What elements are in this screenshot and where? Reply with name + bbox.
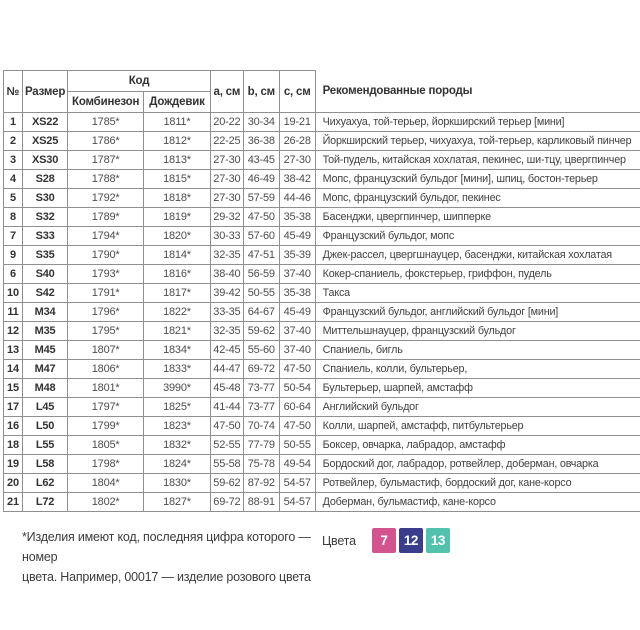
- table-row: [4, 151, 640, 170]
- table-row: [4, 170, 640, 189]
- size-cell: XS25: [22, 132, 67, 151]
- measure-a-cell: 32-35: [210, 322, 243, 341]
- row-number-cell: 7: [4, 227, 23, 246]
- raincoat-code-cell: 1817*: [144, 284, 211, 303]
- raincoat-code-cell: 1819*: [144, 208, 211, 227]
- row-number-cell: 4: [4, 170, 23, 189]
- table-row: [4, 113, 640, 132]
- row-number-cell: 15: [4, 379, 23, 398]
- breeds-cell: Миттельшнауцер, французский бульдог: [315, 322, 640, 341]
- row-number-cell: 16: [4, 417, 23, 436]
- jumpsuit-code-cell: 1795*: [68, 322, 144, 341]
- measure-c-cell: 44-46: [279, 189, 315, 208]
- measure-a-cell: 27-30: [210, 170, 243, 189]
- jumpsuit-code-cell: 1790*: [68, 246, 144, 265]
- row-number-cell: 2: [4, 132, 23, 151]
- measure-a-cell: 44-47: [210, 360, 243, 379]
- measure-c-cell: 45-49: [279, 227, 315, 246]
- raincoat-code-cell: 1823*: [144, 417, 211, 436]
- row-number-cell: 13: [4, 341, 23, 360]
- row-number-cell: 6: [4, 265, 23, 284]
- table-row: [4, 341, 640, 360]
- measure-b-cell: 69-72: [243, 360, 279, 379]
- measure-a-cell: 39-42: [210, 284, 243, 303]
- measure-c-cell: 35-38: [279, 208, 315, 227]
- color-swatch-12: 12: [399, 528, 423, 553]
- measure-b-cell: 73-77: [243, 398, 279, 417]
- size-table: [3, 70, 640, 512]
- table-row: [4, 265, 640, 284]
- table-row: [4, 398, 640, 417]
- measure-c-cell: 47-50: [279, 417, 315, 436]
- raincoat-code-cell: 3990*: [144, 379, 211, 398]
- row-number-cell: 11: [4, 303, 23, 322]
- measure-c-cell: 27-30: [279, 151, 315, 170]
- size-cell: M48: [22, 379, 67, 398]
- measure-b-cell: 87-92: [243, 474, 279, 493]
- colors-legend: [322, 528, 453, 553]
- raincoat-code-cell: 1834*: [144, 341, 211, 360]
- table-row: [4, 246, 640, 265]
- row-number-cell: 17: [4, 398, 23, 417]
- raincoat-code-cell: 1820*: [144, 227, 211, 246]
- measure-a-cell: 22-25: [210, 132, 243, 151]
- measure-a-cell: 38-40: [210, 265, 243, 284]
- row-number-cell: 3: [4, 151, 23, 170]
- size-cell: L62: [22, 474, 67, 493]
- jumpsuit-code-cell: 1785*: [68, 113, 144, 132]
- row-number-cell: 10: [4, 284, 23, 303]
- jumpsuit-code-cell: 1791*: [68, 284, 144, 303]
- breeds-cell: Спаниель, колли, бультерьер,: [315, 360, 640, 379]
- table-row: [4, 189, 640, 208]
- breeds-cell: Мопс, французский бульдог [мини], шпиц, бостон-терьер: [315, 170, 640, 189]
- size-cell: M34: [22, 303, 67, 322]
- measure-b-cell: 30-34: [243, 113, 279, 132]
- jumpsuit-code-cell: 1807*: [68, 341, 144, 360]
- jumpsuit-code-cell: 1793*: [68, 265, 144, 284]
- measure-c-cell: 37-40: [279, 322, 315, 341]
- breeds-cell: Доберман, бульмастиф, кане-корсо: [315, 493, 640, 512]
- measure-a-cell: 20-22: [210, 113, 243, 132]
- size-cell: XS22: [22, 113, 67, 132]
- jumpsuit-code-cell: 1798*: [68, 455, 144, 474]
- row-number-cell: 14: [4, 360, 23, 379]
- header-breeds: Рекомендованные породы: [315, 71, 640, 113]
- size-cell: L45: [22, 398, 67, 417]
- measure-b-cell: 56-59: [243, 265, 279, 284]
- size-cell: S30: [22, 189, 67, 208]
- jumpsuit-code-cell: 1787*: [68, 151, 144, 170]
- size-cell: S40: [22, 265, 67, 284]
- measure-b-cell: 75-78: [243, 455, 279, 474]
- breeds-cell: Бультерьер, шарпей, амстафф: [315, 379, 640, 398]
- measure-a-cell: 45-48: [210, 379, 243, 398]
- size-table-body: [4, 113, 640, 512]
- size-cell: XS30: [22, 151, 67, 170]
- color-swatch-7: 7: [372, 528, 396, 553]
- raincoat-code-cell: 1825*: [144, 398, 211, 417]
- raincoat-code-cell: 1816*: [144, 265, 211, 284]
- raincoat-code-cell: 1811*: [144, 113, 211, 132]
- table-row: [4, 132, 640, 151]
- breeds-cell: Такса: [315, 284, 640, 303]
- raincoat-code-cell: 1830*: [144, 474, 211, 493]
- size-cell: S28: [22, 170, 67, 189]
- jumpsuit-code-cell: 1805*: [68, 436, 144, 455]
- measure-c-cell: 37-40: [279, 341, 315, 360]
- measure-a-cell: 42-45: [210, 341, 243, 360]
- measure-b-cell: 70-74: [243, 417, 279, 436]
- measure-c-cell: 35-38: [279, 284, 315, 303]
- header-number: №: [4, 71, 23, 113]
- row-number-cell: 21: [4, 493, 23, 512]
- breeds-cell: Колли, шарпей, амстафф, питбультерьер: [315, 417, 640, 436]
- header-code-group: Код: [68, 71, 211, 92]
- measure-a-cell: 29-32: [210, 208, 243, 227]
- table-row: [4, 474, 640, 493]
- footnote-line-2: цвета. Например, 00017 — изделие розового цвета: [22, 570, 311, 584]
- measure-c-cell: 26-28: [279, 132, 315, 151]
- breeds-cell: Кокер-спаниель, фокстерьер, гриффон, пудель: [315, 265, 640, 284]
- size-cell: M45: [22, 341, 67, 360]
- raincoat-code-cell: 1813*: [144, 151, 211, 170]
- measure-c-cell: 47-50: [279, 360, 315, 379]
- row-number-cell: 19: [4, 455, 23, 474]
- row-number-cell: 12: [4, 322, 23, 341]
- size-cell: M35: [22, 322, 67, 341]
- breeds-cell: Английский бульдог: [315, 398, 640, 417]
- jumpsuit-code-cell: 1794*: [68, 227, 144, 246]
- raincoat-code-cell: 1824*: [144, 455, 211, 474]
- raincoat-code-cell: 1833*: [144, 360, 211, 379]
- raincoat-code-cell: 1815*: [144, 170, 211, 189]
- row-number-cell: 1: [4, 113, 23, 132]
- size-table-header: [4, 71, 640, 113]
- measure-a-cell: 30-33: [210, 227, 243, 246]
- measure-b-cell: 47-50: [243, 208, 279, 227]
- size-cell: L58: [22, 455, 67, 474]
- breeds-cell: Йоркширский терьер, чихуахуа, той-терьер, карликовый пинчер: [315, 132, 640, 151]
- jumpsuit-code-cell: 1796*: [68, 303, 144, 322]
- measure-b-cell: 88-91: [243, 493, 279, 512]
- measure-a-cell: 69-72: [210, 493, 243, 512]
- size-cell: S33: [22, 227, 67, 246]
- measure-b-cell: 59-62: [243, 322, 279, 341]
- jumpsuit-code-cell: 1806*: [68, 360, 144, 379]
- breeds-cell: Джек-рассел, цвергшнауцер, басенджи, китайская хохлатая: [315, 246, 640, 265]
- jumpsuit-code-cell: 1786*: [68, 132, 144, 151]
- jumpsuit-code-cell: 1797*: [68, 398, 144, 417]
- raincoat-code-cell: 1818*: [144, 189, 211, 208]
- row-number-cell: 9: [4, 246, 23, 265]
- measure-b-cell: 57-60: [243, 227, 279, 246]
- raincoat-code-cell: 1832*: [144, 436, 211, 455]
- measure-b-cell: 57-59: [243, 189, 279, 208]
- header-jumpsuit: Комбинезон: [68, 92, 144, 113]
- table-row: [4, 227, 640, 246]
- breeds-cell: Французский бульдог, мопс: [315, 227, 640, 246]
- measure-a-cell: 55-58: [210, 455, 243, 474]
- measure-b-cell: 36-38: [243, 132, 279, 151]
- table-row: [4, 208, 640, 227]
- measure-c-cell: 35-39: [279, 246, 315, 265]
- raincoat-code-cell: 1814*: [144, 246, 211, 265]
- raincoat-code-cell: 1821*: [144, 322, 211, 341]
- measure-c-cell: 49-54: [279, 455, 315, 474]
- jumpsuit-code-cell: 1789*: [68, 208, 144, 227]
- measure-b-cell: 73-77: [243, 379, 279, 398]
- breeds-cell: Той-пудель, китайская хохлатая, пекинес, ши-тцу, цвергпинчер: [315, 151, 640, 170]
- table-row: [4, 284, 640, 303]
- measure-a-cell: 47-50: [210, 417, 243, 436]
- measure-a-cell: 27-30: [210, 151, 243, 170]
- measure-c-cell: 50-54: [279, 379, 315, 398]
- breeds-cell: Ротвейлер, бульмастиф, бордоский дог, кане-корсо: [315, 474, 640, 493]
- table-row: [4, 303, 640, 322]
- color-swatch-13: 13: [426, 528, 450, 553]
- row-number-cell: 8: [4, 208, 23, 227]
- measure-a-cell: 59-62: [210, 474, 243, 493]
- table-row: [4, 417, 640, 436]
- measure-c-cell: 60-64: [279, 398, 315, 417]
- breeds-cell: Французский бульдог, английский бульдог [мини]: [315, 303, 640, 322]
- size-cell: L55: [22, 436, 67, 455]
- measure-a-cell: 33-35: [210, 303, 243, 322]
- breeds-cell: Спаниель, бигль: [315, 341, 640, 360]
- measure-a-cell: 41-44: [210, 398, 243, 417]
- measure-a-cell: 27-30: [210, 189, 243, 208]
- size-cell: L72: [22, 493, 67, 512]
- colors-legend-label: Цвета: [322, 533, 356, 548]
- measure-c-cell: 54-57: [279, 493, 315, 512]
- color-swatches: [372, 528, 453, 553]
- header-b: b, см: [243, 71, 279, 113]
- table-row: [4, 322, 640, 341]
- breeds-cell: Чихуахуа, той-терьер, йоркширский терьер [мини]: [315, 113, 640, 132]
- jumpsuit-code-cell: 1788*: [68, 170, 144, 189]
- measure-b-cell: 50-55: [243, 284, 279, 303]
- breeds-cell: Боксер, овчарка, лабрадор, амстафф: [315, 436, 640, 455]
- measure-c-cell: 19-21: [279, 113, 315, 132]
- size-cell: S42: [22, 284, 67, 303]
- table-row: [4, 436, 640, 455]
- size-cell: S32: [22, 208, 67, 227]
- size-cell: S35: [22, 246, 67, 265]
- measure-b-cell: 46-49: [243, 170, 279, 189]
- measure-c-cell: 38-42: [279, 170, 315, 189]
- table-row: [4, 360, 640, 379]
- breeds-cell: Мопс, французский бульдог, пекинес: [315, 189, 640, 208]
- jumpsuit-code-cell: 1801*: [68, 379, 144, 398]
- jumpsuit-code-cell: 1804*: [68, 474, 144, 493]
- raincoat-code-cell: 1812*: [144, 132, 211, 151]
- measure-b-cell: 55-60: [243, 341, 279, 360]
- measure-c-cell: 50-55: [279, 436, 315, 455]
- measure-a-cell: 32-35: [210, 246, 243, 265]
- header-size: Размер: [22, 71, 67, 113]
- footnote: [22, 527, 332, 587]
- raincoat-code-cell: 1827*: [144, 493, 211, 512]
- table-row: [4, 455, 640, 474]
- measure-b-cell: 47-51: [243, 246, 279, 265]
- breeds-cell: Басенджи, цвергпинчер, шипперке: [315, 208, 640, 227]
- row-number-cell: 18: [4, 436, 23, 455]
- header-raincoat: Дождевик: [144, 92, 211, 113]
- jumpsuit-code-cell: 1792*: [68, 189, 144, 208]
- row-number-cell: 5: [4, 189, 23, 208]
- size-cell: M47: [22, 360, 67, 379]
- breeds-cell: Бордоский дог, лабрадор, ротвейлер, доберман, овчарка: [315, 455, 640, 474]
- measure-c-cell: 45-49: [279, 303, 315, 322]
- row-number-cell: 20: [4, 474, 23, 493]
- header-a: a, см: [210, 71, 243, 113]
- measure-c-cell: 37-40: [279, 265, 315, 284]
- header-c: c, см: [279, 71, 315, 113]
- measure-c-cell: 54-57: [279, 474, 315, 493]
- size-cell: L50: [22, 417, 67, 436]
- measure-b-cell: 43-45: [243, 151, 279, 170]
- measure-a-cell: 52-55: [210, 436, 243, 455]
- table-row: [4, 493, 640, 512]
- jumpsuit-code-cell: 1799*: [68, 417, 144, 436]
- raincoat-code-cell: 1822*: [144, 303, 211, 322]
- jumpsuit-code-cell: 1802*: [68, 493, 144, 512]
- footnote-line-1: *Изделия имеют код, последняя цифра которого — номер: [22, 530, 311, 564]
- measure-b-cell: 77-79: [243, 436, 279, 455]
- measure-b-cell: 64-67: [243, 303, 279, 322]
- table-row: [4, 379, 640, 398]
